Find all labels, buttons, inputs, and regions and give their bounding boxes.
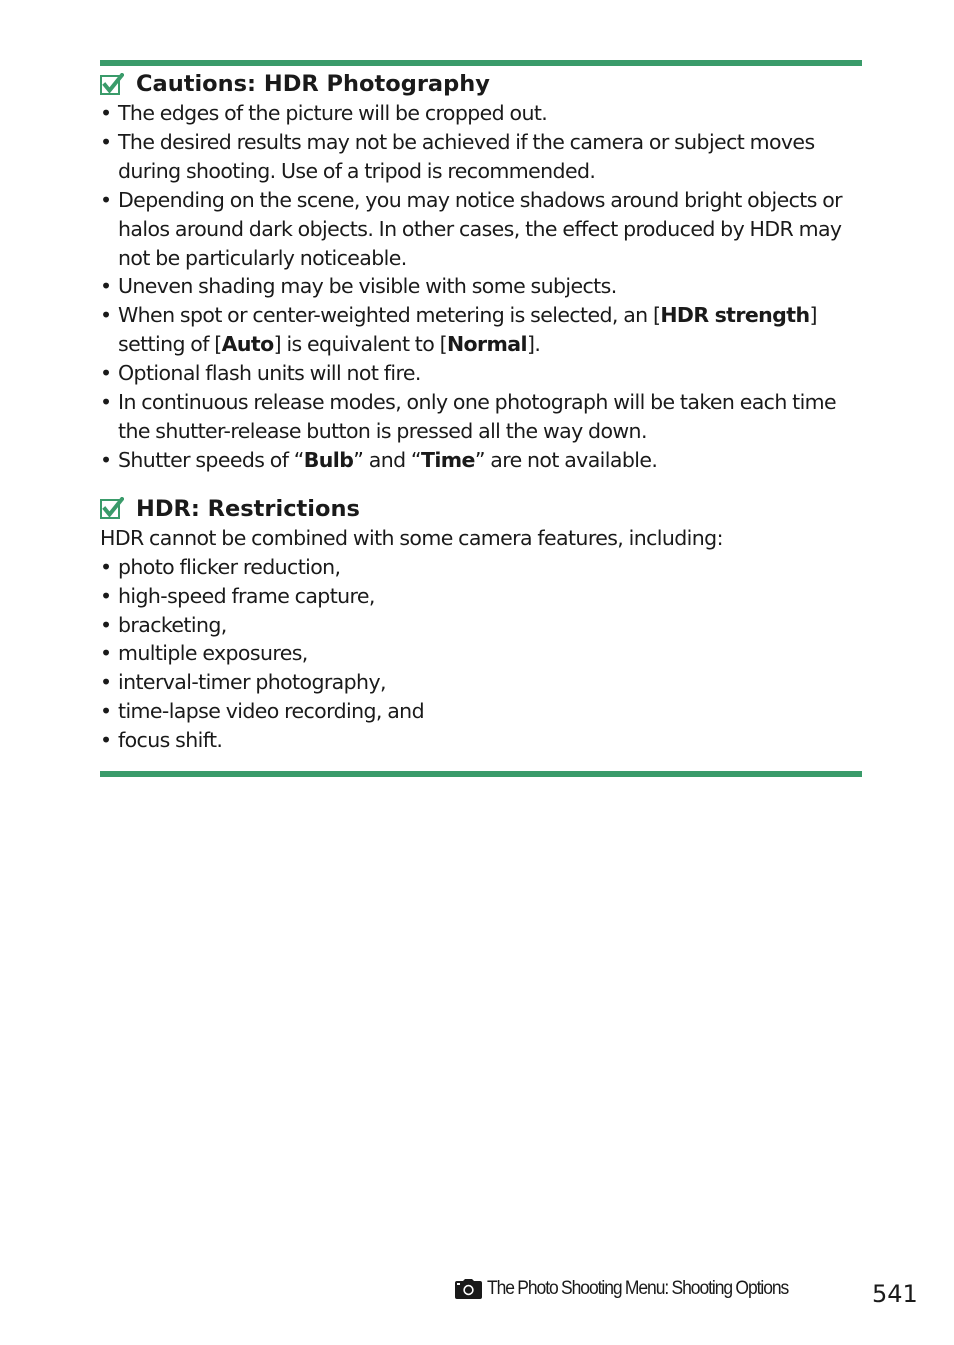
- list-item: [100, 446, 862, 475]
- restrictions-list: [100, 553, 862, 755]
- top-rule: [100, 60, 862, 66]
- list-item: • The desired results may not be achieved if the camera or subject moves during shooting. Use of a tripod is recommended.: [100, 128, 862, 186]
- item-text: ].: [526, 332, 541, 357]
- hdr-strength-term: HDR strength: [660, 303, 810, 328]
- auto-term: Auto: [221, 332, 274, 357]
- item-text: When spot or center-weighted metering is selected, an [: [118, 303, 661, 328]
- time-term: Time: [420, 447, 475, 472]
- item-text: Shutter speeds of “: [118, 447, 304, 472]
- list-item: • Uneven shading may be visible with some subjects.: [100, 272, 862, 301]
- list-item: • Depending on the scene, you may notice shadows around bright objects or halos around dark objects. In other cases, the effect produced by HDR may not be particularly noticeable.: [100, 186, 862, 273]
- page-number: 541: [872, 1280, 918, 1308]
- cautions-heading: [100, 70, 862, 99]
- list-item: • high-speed frame capture,: [100, 582, 862, 611]
- item-text: ” and “: [353, 447, 421, 472]
- checkmark-icon: [100, 73, 124, 97]
- list-item: • photo flicker reduction,: [100, 553, 862, 582]
- camera-icon: [455, 1279, 482, 1299]
- item-text: ] is equivalent to [: [273, 332, 447, 357]
- checkmark-icon: [100, 497, 124, 521]
- section-title: The Photo Shooting Menu: Shooting Options: [487, 1278, 789, 1299]
- item-text: ” are not available.: [474, 447, 658, 472]
- restrictions-title: HDR: Restrictions: [136, 495, 360, 522]
- list-item: • focus shift.: [100, 726, 862, 755]
- cautions-list: [100, 99, 862, 475]
- list-item: • multiple exposures,: [100, 639, 862, 668]
- cautions-title: Cautions: HDR Photography: [136, 71, 490, 97]
- caution-box: [100, 60, 862, 777]
- list-item: • bracketing,: [100, 611, 862, 640]
- list-item: • interval-timer photography,: [100, 668, 862, 697]
- list-item: • Optional flash units will not fire.: [100, 359, 862, 388]
- bulb-term: Bulb: [303, 447, 354, 472]
- list-item: • In continuous release modes, only one photograph will be taken each time the shutter-release button is pressed all the way down.: [100, 388, 862, 446]
- bottom-rule: [100, 771, 862, 777]
- normal-term: Normal: [447, 332, 527, 357]
- item-text: ] setting of [: [118, 303, 817, 357]
- list-item: • The edges of the picture will be cropped out.: [100, 99, 862, 128]
- section-footer: [455, 1278, 814, 1300]
- list-item: [100, 301, 862, 359]
- restrictions-heading: [100, 495, 862, 524]
- restrictions-intro: HDR cannot be combined with some camera features, including:: [100, 525, 723, 550]
- list-item: • time-lapse video recording, and: [100, 697, 862, 726]
